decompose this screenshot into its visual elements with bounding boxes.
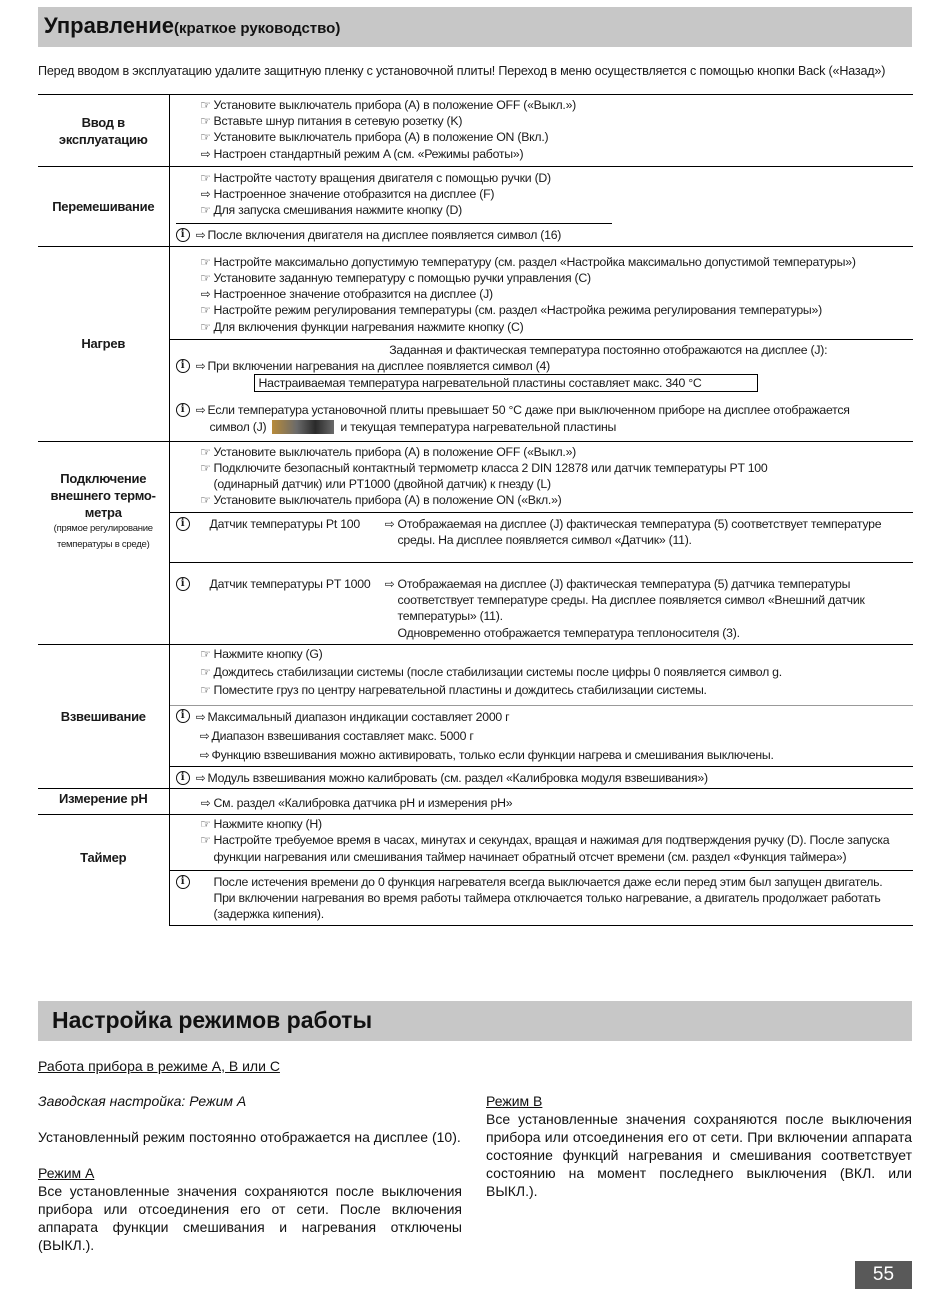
arrow-right-icon: ⇨ [384, 577, 395, 592]
section-label-ph: Измерение pH [38, 789, 169, 815]
timer-steps [169, 815, 913, 871]
section-sublabel-external: (прямое регулирование температуры в среде) [53, 522, 153, 550]
hand-pointer-icon: ☞ [200, 493, 211, 508]
arrow-right-icon: ⇨ [384, 516, 395, 531]
row-ph [38, 789, 913, 815]
section-header-controls [38, 7, 912, 47]
mixing-info [169, 223, 913, 247]
info-icon: i [176, 228, 190, 242]
row-heating-info2 [38, 396, 913, 441]
list-item: ☞ Установите заданную температуру с помощью ручки управления (C) [176, 270, 912, 286]
row-weighing [38, 644, 913, 705]
pt1000-text: ⇨ Отображаемая на дисплее (J) фактическая температура (5) датчика температуры соответствует температуре среды. На дисплее появляется символ «Внешний датчик температуры» (11). Одновременно отображается температура теплоносителя (3). [382, 576, 912, 641]
list-item: ☞ Установите выключатель прибора (A) в положение ON («Вкл.») [176, 492, 912, 508]
info-icon: i [176, 875, 190, 889]
list-item: ☞ Настройте максимально допустимую температуру (см. раздел «Настройка максимально допустимой температуры») [176, 254, 912, 270]
section-label-commissioning: Ввод в эксплуатацию [38, 95, 169, 167]
quick-guide-table [38, 94, 913, 926]
row-timer-info [38, 870, 913, 925]
arrow-right-icon: ⇨ [200, 187, 211, 202]
section-label-heating: Нагрев [38, 246, 169, 441]
weighing-info [169, 705, 913, 766]
list-item: ☞ Поместите груз по центру нагревательной пластины и дождитесь стабилизации системы. [176, 681, 912, 699]
hand-pointer-icon: ☞ [200, 98, 211, 112]
hand-pointer-icon: ☞ [200, 833, 211, 848]
info-icon: i [176, 517, 190, 531]
section-label-external-thermometer: Подключение внешнего термометра (прямое регулирование температуры в среде) [38, 441, 169, 644]
section-label-mixing: Перемешивание [38, 167, 169, 247]
heating-info2 [169, 396, 913, 441]
row-mixing [38, 167, 913, 223]
info-icon: i [176, 709, 190, 723]
arrow-right-icon: ⇨ [200, 796, 211, 811]
external-steps [169, 441, 913, 512]
pt1000-info [169, 563, 913, 645]
heating-info-display-text: Заданная и фактическая температура постоянно отображаются на дисплее (J): [389, 342, 828, 357]
hand-pointer-icon: ☞ [200, 203, 211, 218]
hand-pointer-icon: ☞ [200, 444, 211, 459]
pt100-label: i Датчик температуры Pt 100 [176, 516, 382, 548]
timer-info-2: При включении нагревания во время работы таймера отключается только нагревание, а двигатель продолжает работать (задержка кипения). [213, 891, 881, 922]
hand-pointer-icon: ☞ [200, 254, 211, 269]
list-item: ☞ Дождитесь стабилизации системы (после стабилизации системы после цифры 0 появляется символ g. [176, 663, 912, 681]
list-item: ☞ Подключите безопасный контактный термометр класса 2 DIN 12878 или датчик температуры PT 100 (одинарный датчик) или PT1000 (двойной датчик) к гнезду (L) [176, 460, 912, 492]
list-item: ☞ Для включения функции нагревания нажмите кнопку (C) [176, 319, 912, 335]
mode-a-text: Все установленные значения сохраняются после выключения прибора или отсоединения его от сети. После включения аппарата функции смешивания и нагревания отключены (ВЫКЛ.). [38, 1183, 462, 1253]
factory-setting: Заводская настройка: Режим A [38, 1093, 247, 1109]
list-item: ☞ Установите выключатель прибора (A) в положение ON (Вкл.) [176, 129, 912, 145]
modes-subtitle: Работа прибора в режиме A, B или C [38, 1058, 280, 1074]
row-timer [38, 815, 913, 871]
row-pt100 [38, 512, 913, 562]
hand-pointer-icon: ☞ [200, 646, 211, 661]
pt100-text: ⇨ Отображаемая на дисплее (J) фактическая температура (5) соответствует температуре среды. На дисплее появляется символ «Датчик» (11). [382, 516, 912, 548]
list-item: i ⇨ Максимальный диапазон индикации составляет 2000 г [176, 708, 912, 727]
hand-pointer-icon: ☞ [200, 130, 211, 145]
modes-right-column [486, 1092, 912, 1200]
mode-display-text: Установленный режим постоянно отображается на дисплее (10). [38, 1129, 461, 1145]
row-weighing-info [38, 705, 913, 766]
hand-pointer-icon: ☞ [200, 682, 211, 697]
list-item: ⇨ Настроен стандартный режим A (см. «Режимы работы») [176, 146, 912, 162]
row-heating-info1 [38, 339, 913, 396]
arrow-right-icon: ⇨ [195, 227, 206, 242]
list-item: i ⇨ Если температура установочной плиты превышает 50 °C даже при выключенном приборе на дисплее отображается [176, 402, 912, 418]
list-item: ☞ Установите выключатель прибора (A) в положение OFF («Выкл.») [176, 97, 912, 113]
arrow-right-icon: ⇨ [195, 709, 206, 724]
row-pt1000 [38, 563, 913, 645]
section-label-weighing: Взвешивание [38, 644, 169, 788]
list-item: ⇨ Настроенное значение отобразится на дисплее (J) [176, 286, 912, 302]
weighing-steps [169, 644, 913, 705]
mode-b-text: Все установленные значения сохраняются после выключения прибора или отсоединения его от сети. При включении аппарата состояние функций нагревания и смешивания соответствует состоянию на момент последнего выключения (ВКЛ. или ВЫКЛ.). [486, 1111, 912, 1199]
info-icon: i [176, 577, 190, 591]
list-item: ☞ Настройте частоту вращения двигателя с помощью ручки (D) [176, 170, 912, 186]
hand-pointer-icon: ☞ [200, 303, 211, 318]
hand-pointer-icon: ☞ [200, 271, 211, 286]
list-item: ⇨ Диапазон взвешивания составляет макс. 5000 г [176, 727, 912, 746]
weighing-info2 [169, 766, 913, 788]
arrow-right-icon: ⇨ [200, 146, 211, 161]
info-icon: i [176, 403, 190, 417]
intro-text: Перед вводом в эксплуатацию удалите защитную пленку с установочной плиты! Переход в меню осуществляется с помощью кнопки Back («Назад») [38, 64, 886, 78]
arrow-right-icon: ⇨ [199, 747, 210, 762]
list-item: i После истечения времени до 0 функция нагревателя всегда выключается даже если перед этим был запущен двигатель. [176, 874, 912, 890]
info-icon: i [176, 359, 190, 373]
list-item: ⇨ Настроенное значение отобразится на дисплее (F) [176, 186, 912, 202]
page-number: 55 [855, 1261, 912, 1289]
mode-b-title: Режим B [486, 1093, 543, 1109]
pt1000-text-extra: Одновременно отображается температура теплоносителя (3). [397, 625, 740, 640]
list-item: ☞ Настройте требуемое время в часах, минутах и секундах, вращая и нажимая для подтверждения ручку (D). После запуска функции нагревания или смешивания таймер начинает обратный отсчет времени (см. раздел «Функция таймера») [176, 832, 912, 864]
pt1000-label: i Датчик температуры PT 1000 [176, 576, 382, 641]
arrow-right-icon: ⇨ [195, 770, 206, 785]
row-external-thermometer [38, 441, 913, 512]
max-temperature-box: Настраиваемая температура нагревательной пластины составляет макс. 340 °C [254, 374, 758, 392]
row-commissioning [38, 95, 913, 167]
list-item: i ⇨ Модуль взвешивания можно калибровать (см. раздел «Калибровка модуля взвешивания») [176, 770, 912, 786]
commissioning-steps [169, 95, 913, 167]
heating-info2-continuation: символ (J) и текущая температура нагревательной пластины [209, 419, 617, 434]
page-subtitle: (краткое руководство) [174, 20, 341, 37]
arrow-right-icon: ⇨ [199, 728, 210, 743]
row-heating [38, 246, 913, 339]
hand-pointer-icon: ☞ [200, 319, 211, 334]
list-item: ⇨ См. раздел «Калибровка датчика pH и измерения pH» [176, 795, 912, 811]
timer-info [169, 870, 913, 925]
list-item: ☞ Установите выключатель прибора (A) в положение OFF («Выкл.») [176, 444, 912, 460]
hand-pointer-icon: ☞ [200, 461, 211, 476]
hot-plate-symbol-icon [272, 420, 334, 434]
modes-left-column [38, 1057, 462, 1254]
heating-steps [169, 246, 913, 339]
hand-pointer-icon: ☞ [200, 664, 211, 679]
page-title: Управление(краткое руководство) [44, 13, 341, 38]
modes-title: Настройка режимов работы [52, 1007, 373, 1033]
row-weighing-info2 [38, 766, 913, 788]
ph-text [169, 789, 913, 815]
section-header-modes [38, 1001, 912, 1041]
hand-pointer-icon: ☞ [200, 171, 211, 185]
arrow-right-icon: ⇨ [195, 403, 206, 418]
list-item: ⇨ Функцию взвешивания можно активировать, только если функции нагрева и смешивания выключены. [176, 746, 912, 765]
hand-pointer-icon: ☞ [200, 114, 211, 129]
list-item: ☞ Вставьте шнур питания в сетевую розетку (K) [176, 113, 912, 129]
mode-a-title: Режим A [38, 1165, 95, 1181]
heating-info1 [169, 339, 913, 396]
list-item: i ⇨ При включении нагревания на дисплее появляется символ (4) [176, 358, 912, 374]
list-item: i ⇨ После включения двигателя на дисплее появляется символ (16) [176, 223, 612, 243]
arrow-right-icon: ⇨ [195, 359, 206, 374]
section-label-timer: Таймер [38, 815, 169, 925]
mixing-steps [169, 167, 913, 223]
list-item: ☞ Настройте режим регулирования температуры (см. раздел «Настройка режима регулирования температуры») [176, 302, 912, 318]
hand-pointer-icon: ☞ [200, 817, 211, 832]
list-item: ☞ Нажмите кнопку (H) [176, 816, 912, 832]
list-item: ☞ Нажмите кнопку (G) [176, 646, 912, 663]
arrow-right-icon: ⇨ [200, 287, 211, 302]
info-icon: i [176, 771, 190, 785]
pt100-info [169, 512, 913, 562]
row-mixing-info [38, 223, 913, 247]
list-item: ☞ Для запуска смешивания нажмите кнопку (D) [176, 202, 912, 218]
